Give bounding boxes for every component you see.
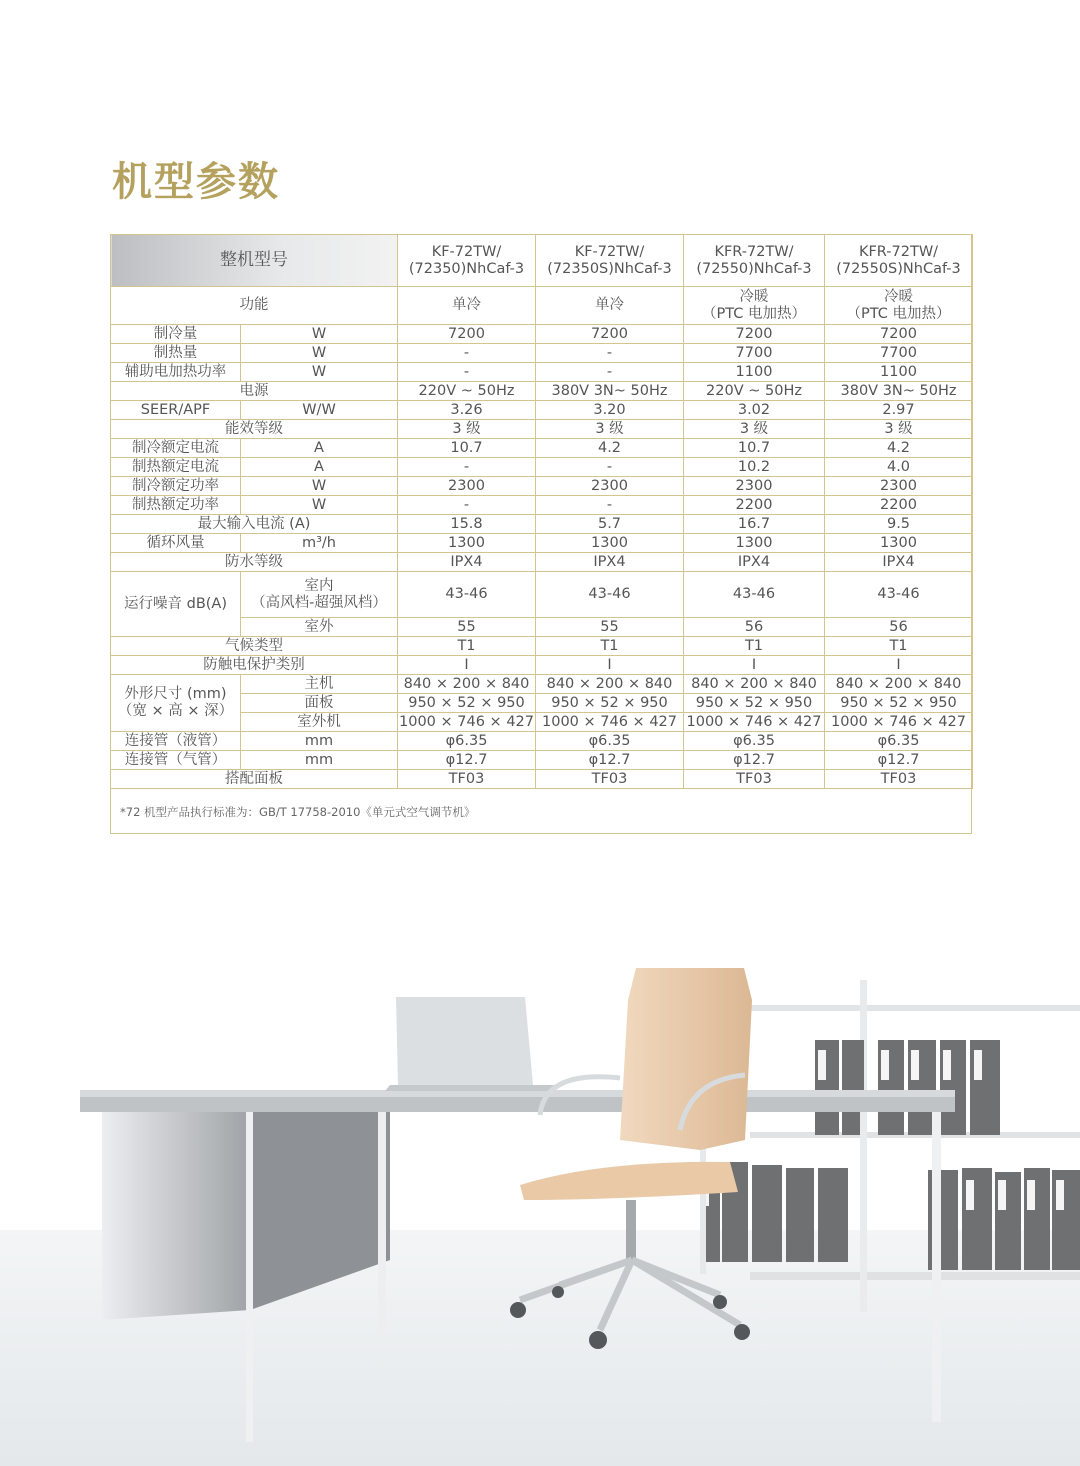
table-cell: I <box>684 656 825 675</box>
table-cell: 3.02 <box>684 401 825 420</box>
table-cell: φ6.35 <box>684 732 825 751</box>
row-unit: W <box>241 344 398 363</box>
row-unit: 面板 <box>241 694 398 713</box>
table-cell: 950 × 52 × 950 <box>825 694 973 713</box>
row-unit: A <box>241 458 398 477</box>
table-cell: 3.26 <box>398 401 536 420</box>
table-cell: 1300 <box>825 534 973 553</box>
table-row <box>111 325 973 344</box>
table-cell: 2300 <box>398 477 536 496</box>
row-label: 最大输入电流 (A) <box>111 515 398 534</box>
table-row <box>111 496 973 515</box>
table-cell: 1300 <box>398 534 536 553</box>
row-label: 制热额定功率 <box>111 496 241 515</box>
table-cell: 220V ~ 50Hz <box>398 382 536 401</box>
table-row-noise-outdoor <box>111 618 973 637</box>
table-cell: I <box>825 656 973 675</box>
table-cell: 1100 <box>825 363 973 382</box>
row-label: 制热额定电流 <box>111 458 241 477</box>
row-label: 外形尺寸 (mm) （宽 × 高 × 深） <box>111 675 241 732</box>
model-name: KFR-72TW/ (72550S)NhCaf-3 <box>825 235 973 287</box>
table-cell: 55 <box>398 618 536 637</box>
table-cell: 7200 <box>684 325 825 344</box>
table-cell: 15.8 <box>398 515 536 534</box>
table-cell: IPX4 <box>536 553 684 572</box>
table-row-seer <box>111 401 973 420</box>
table-row-panel <box>111 770 973 789</box>
table-row-noise-indoor <box>111 572 973 618</box>
table-cell: 7200 <box>825 325 973 344</box>
table-cell: 7200 <box>536 325 684 344</box>
table-cell: 16.7 <box>684 515 825 534</box>
table-cell: TF03 <box>398 770 536 789</box>
table-cell: φ6.35 <box>398 732 536 751</box>
table-row <box>111 439 973 458</box>
table-cell: 56 <box>825 618 973 637</box>
table-cell: 43-46 <box>684 572 825 618</box>
table-cell: 2300 <box>684 477 825 496</box>
table-cell: φ12.7 <box>684 751 825 770</box>
table-row <box>111 458 973 477</box>
model-name: KF-72TW/ (72350S)NhCaf-3 <box>536 235 684 287</box>
row-unit: mm <box>241 751 398 770</box>
row-label: 气候类型 <box>111 637 398 656</box>
table-row <box>111 477 973 496</box>
table-row-max-current <box>111 515 973 534</box>
table-cell: 7200 <box>398 325 536 344</box>
table-cell: 10.2 <box>684 458 825 477</box>
row-label: 搭配面板 <box>111 770 398 789</box>
table-cell: 4.0 <box>825 458 973 477</box>
table-cell: 1000 × 746 × 427 <box>825 713 973 732</box>
footnote: *72 机型产品执行标准为：GB/T 17758-2010《单元式空气调节机》 <box>120 805 476 819</box>
table-cell: 1000 × 746 × 427 <box>399 713 534 730</box>
row-label: 制冷额定电流 <box>111 439 241 458</box>
table-cell: 380V 3N~ 50Hz <box>825 382 973 401</box>
table-cell: 1000 × 746 × 427 <box>684 713 825 732</box>
table-cell: I <box>536 656 684 675</box>
table-cell: I <box>398 656 536 675</box>
row-unit: W <box>241 325 398 344</box>
table-row-pipe <box>111 732 973 751</box>
table-cell: 3 级 <box>398 420 536 439</box>
table-cell: TF03 <box>536 770 684 789</box>
row-label: 防水等级 <box>111 553 398 572</box>
table-cell: 单冷 <box>398 287 536 325</box>
table-row-climate <box>111 637 973 656</box>
row-unit: 主机 <box>241 675 398 694</box>
table-cell: 840 × 200 × 840 <box>825 675 973 694</box>
table-cell: T1 <box>825 637 973 656</box>
row-label: 制热量 <box>111 344 241 363</box>
table-cell: 9.5 <box>825 515 973 534</box>
row-label: 运行噪音 dB(A) <box>111 572 241 637</box>
table-cell: 3 级 <box>536 420 684 439</box>
table-cell: IPX4 <box>825 553 973 572</box>
table-header-row <box>111 235 973 287</box>
model-header-label: 整机型号 <box>111 235 398 287</box>
table-cell: 220V ~ 50Hz <box>684 382 825 401</box>
table-cell: 840 × 200 × 840 <box>398 675 536 694</box>
row-unit: W <box>241 496 398 515</box>
table-cell: φ12.7 <box>825 751 973 770</box>
table-cell: 2200 <box>825 496 973 515</box>
table-cell: 2300 <box>536 477 684 496</box>
table-cell: 3 级 <box>684 420 825 439</box>
table-cell: - <box>398 344 536 363</box>
table-cell: 7700 <box>684 344 825 363</box>
table-cell: 1100 <box>684 363 825 382</box>
table-cell: 冷暖 （PTC 电加热） <box>825 287 973 325</box>
table-cell: TF03 <box>684 770 825 789</box>
table-cell: 4.2 <box>825 439 973 458</box>
table-cell: 2300 <box>825 477 973 496</box>
table-cell: - <box>536 344 684 363</box>
table-cell: φ6.35 <box>536 732 684 751</box>
table-row <box>111 344 973 363</box>
table-row-shock <box>111 656 973 675</box>
table-cell: 380V 3N~ 50Hz <box>536 382 684 401</box>
table-cell: 3 级 <box>825 420 973 439</box>
row-label: SEER/APF <box>111 401 241 420</box>
table-row-dims <box>111 694 973 713</box>
row-label: 电源 <box>111 382 398 401</box>
row-label: 循环风量 <box>111 534 241 553</box>
table-cell: IPX4 <box>684 553 825 572</box>
row-unit: m³/h <box>241 534 398 553</box>
table-row <box>111 363 973 382</box>
row-unit: W/W <box>241 401 398 420</box>
table-cell: - <box>398 496 536 515</box>
table-cell: T1 <box>398 637 536 656</box>
table-cell: 10.7 <box>398 439 536 458</box>
table-cell: - <box>398 363 536 382</box>
table-cell: 单冷 <box>536 287 684 325</box>
table-cell: 950 × 52 × 950 <box>398 694 536 713</box>
row-label: 防触电保护类别 <box>111 656 398 675</box>
row-unit: W <box>241 477 398 496</box>
table-cell: - <box>536 363 684 382</box>
table-row-airflow <box>111 534 973 553</box>
table-row-dims <box>111 675 973 694</box>
row-unit: W <box>241 363 398 382</box>
table-cell: 冷暖 （PTC 电加热） <box>684 287 825 325</box>
table-cell: 55 <box>536 618 684 637</box>
table-cell: 5.7 <box>536 515 684 534</box>
table-cell: 3.20 <box>536 401 684 420</box>
row-label: 制冷额定功率 <box>111 477 241 496</box>
row-unit: 室外 <box>241 618 398 637</box>
table-cell: 2200 <box>684 496 825 515</box>
row-unit: A <box>241 439 398 458</box>
table-cell: 56 <box>684 618 825 637</box>
table-row-dims <box>111 713 973 732</box>
row-unit: 室外机 <box>241 713 398 732</box>
table-row-function <box>111 287 973 325</box>
table-cell: T1 <box>536 637 684 656</box>
row-label: 连接管（气管） <box>111 751 241 770</box>
table-cell: φ12.7 <box>398 751 536 770</box>
row-label: 连接管（液管） <box>111 732 241 751</box>
table-cell: 840 × 200 × 840 <box>536 675 684 694</box>
table-row-energy <box>111 420 973 439</box>
row-label: 能效等级 <box>111 420 398 439</box>
table-cell: 7700 <box>825 344 973 363</box>
page-title: 机型参数 <box>112 159 280 205</box>
table-cell: 2.97 <box>825 401 973 420</box>
table-cell: φ12.7 <box>536 751 684 770</box>
table-cell: 43-46 <box>825 572 973 618</box>
table-cell: 1300 <box>684 534 825 553</box>
table-cell: T1 <box>684 637 825 656</box>
table-cell: IPX4 <box>398 553 536 572</box>
row-unit: mm <box>241 732 398 751</box>
table-cell: - <box>398 458 536 477</box>
spec-table <box>110 234 973 789</box>
row-label: 制冷量 <box>111 325 241 344</box>
row-label: 功能 <box>111 287 398 325</box>
table-cell: TF03 <box>825 770 973 789</box>
table-cell: 10.7 <box>684 439 825 458</box>
row-unit: 室内 （高风档-超强风档） <box>241 572 398 618</box>
table-cell: 950 × 52 × 950 <box>684 694 825 713</box>
table-cell: 1300 <box>536 534 684 553</box>
table-cell: 840 × 200 × 840 <box>684 675 825 694</box>
model-name: KF-72TW/ (72350)NhCaf-3 <box>398 235 536 287</box>
table-row-pipe <box>111 751 973 770</box>
table-row-power <box>111 382 973 401</box>
table-cell: - <box>536 496 684 515</box>
office-scene-illustration <box>0 900 1080 1466</box>
table-row-waterproof <box>111 553 973 572</box>
table-cell: φ6.35 <box>825 732 973 751</box>
table-cell: 43-46 <box>536 572 684 618</box>
table-cell: 4.2 <box>536 439 684 458</box>
table-cell: - <box>536 458 684 477</box>
row-label: 辅助电加热功率 <box>111 363 241 382</box>
table-cell: 43-46 <box>398 572 536 618</box>
table-cell: 1000 × 746 × 427 <box>536 713 684 732</box>
model-name: KFR-72TW/ (72550)NhCaf-3 <box>684 235 825 287</box>
table-cell: 950 × 52 × 950 <box>536 694 684 713</box>
